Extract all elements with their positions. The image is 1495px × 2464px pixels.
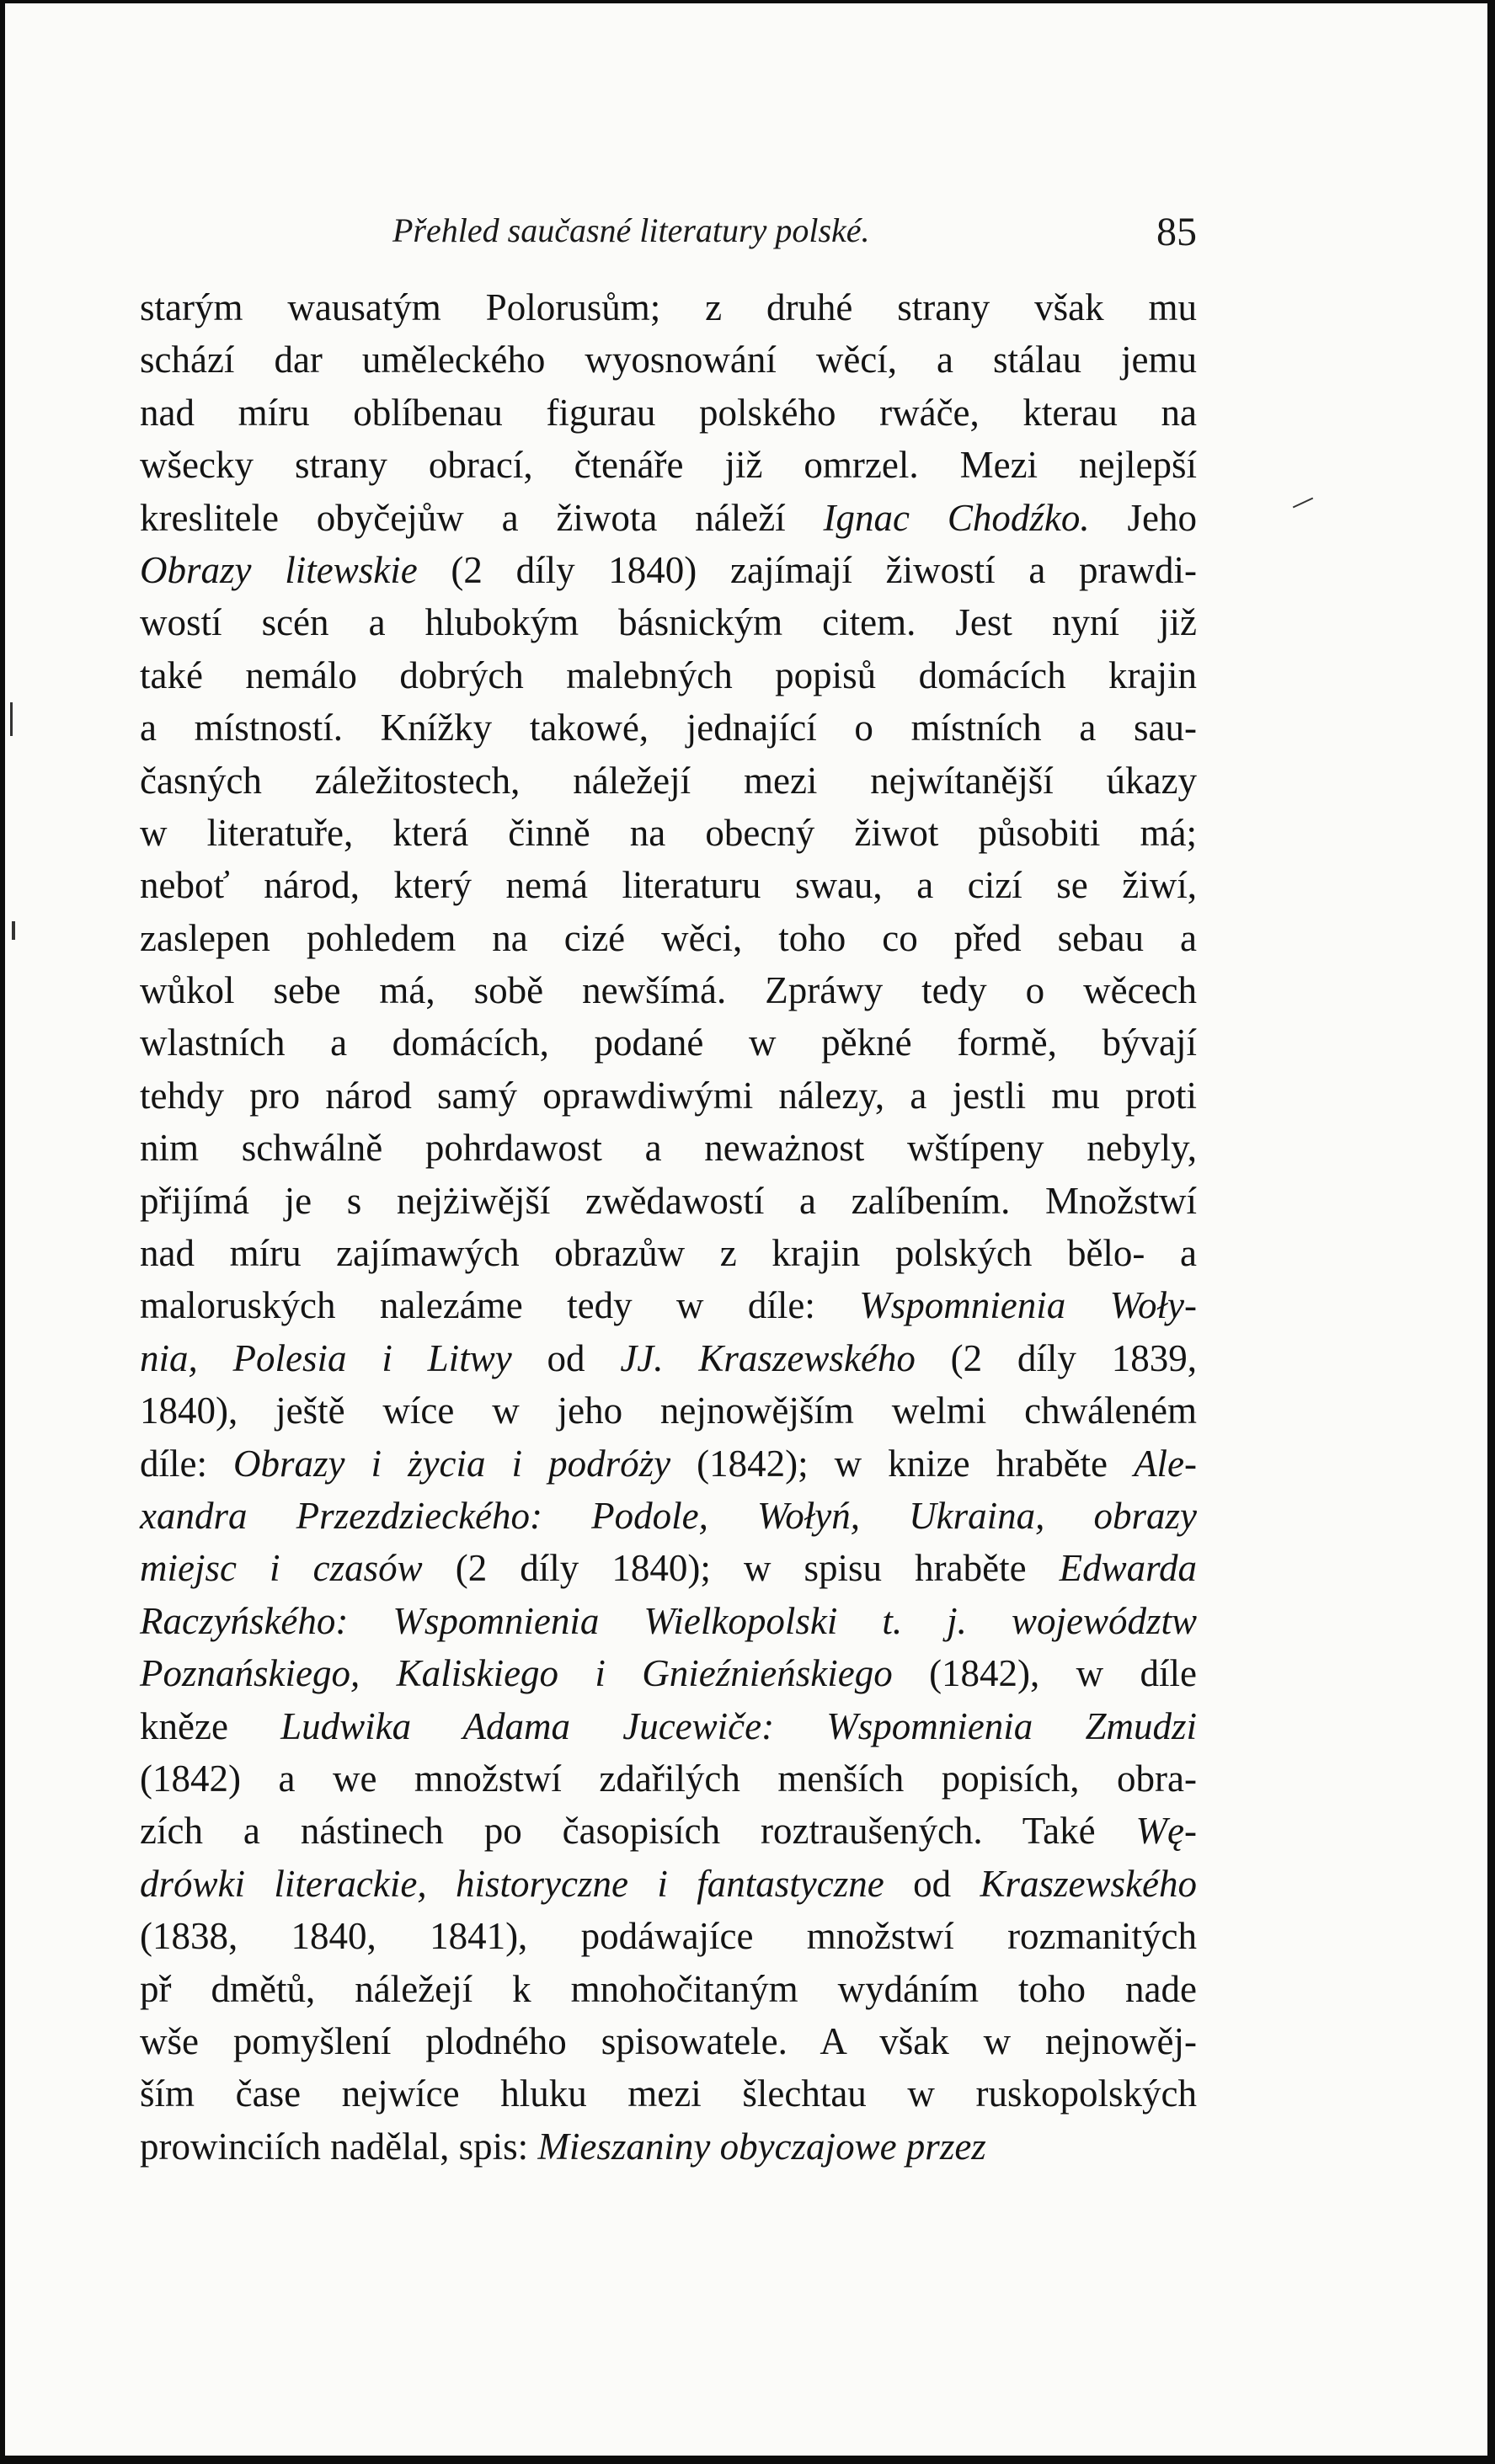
page-number: 85 xyxy=(1156,210,1197,254)
text-line xyxy=(140,1175,1197,1227)
italic-title-text: miejsc i czasów xyxy=(140,1547,423,1590)
text-line xyxy=(140,1279,1197,1331)
text-segment: od xyxy=(884,1862,980,1905)
text-line xyxy=(140,964,1197,1016)
text-segment: wůkol sebe má, sobě newšímá. Zpráwy tedy o wěcech xyxy=(140,969,1197,1012)
text-line xyxy=(140,1647,1197,1699)
text-line xyxy=(140,1069,1197,1122)
text-line xyxy=(140,912,1197,964)
text-segment: w literatuře, která činně na obecný žiwot působiti má; xyxy=(140,811,1197,854)
text-segment: (1842); w knize hraběte xyxy=(670,1442,1135,1485)
text-segment: wlastních a domácích, podané w pěkné formě, bývají xyxy=(140,1021,1197,1064)
text-line xyxy=(140,701,1197,754)
running-title: Přehled saučasné literatury polské. xyxy=(392,211,870,249)
text-line xyxy=(140,544,1197,596)
text-line xyxy=(140,1858,1197,1910)
text-segment: (1842) a we množstwí zdařilých menších popisích, obra- xyxy=(140,1757,1197,1800)
book-page xyxy=(5,3,1487,2456)
text-line xyxy=(140,1700,1197,1752)
text-segment: wšecky strany obrací, čtenáře již omrzel. Mezi nejlepší xyxy=(140,444,1197,487)
text-segment: wše pomyšlení plodného spisowatele. A však w nejnowěj- xyxy=(140,2019,1197,2062)
text-line xyxy=(140,1595,1197,1647)
text-line xyxy=(140,649,1197,701)
text-segment: zích a nástinech po časopisích roztraušených. Také xyxy=(140,1810,1136,1853)
text-line xyxy=(140,439,1197,491)
text-line xyxy=(140,755,1197,807)
text-segment: nad míru zajímawých obrazůw z krajin polských bělo- a xyxy=(140,1232,1197,1275)
text-line xyxy=(140,1752,1197,1805)
text-line xyxy=(140,2067,1197,2120)
text-segment: tehdy pro národ samý oprawdiwými nálezy, a jestli mu proti xyxy=(140,1074,1197,1117)
text-segment: Jeho xyxy=(1089,496,1197,539)
text-line xyxy=(140,1122,1197,1174)
italic-title-text: JJ. Kraszewského xyxy=(620,1336,916,1379)
italic-title-text: Wę- xyxy=(1135,1810,1197,1853)
text-segment: přijímá je s nejżiwější zwědawostí a zalíbením. Množstwí xyxy=(140,1179,1197,1222)
text-segment: (1842), w díle xyxy=(892,1652,1197,1695)
text-segment: neboť národ, který nemá literaturu swau, a cizí se žiwí, xyxy=(140,864,1197,907)
text-segment: př dmětů, náležejí k mnohočitaným wydáním toho nade xyxy=(140,1967,1197,2010)
text-line xyxy=(140,387,1197,439)
text-segment: maloruských nalezáme tedy w díle: xyxy=(140,1284,860,1327)
text-segment: od xyxy=(511,1336,621,1379)
italic-title-text: xandra Przezdzieckého: Podole, Wołyń, Ukraina, obrazy xyxy=(140,1494,1197,1537)
text-line xyxy=(140,2015,1197,2067)
text-segment: (2 díly 1839, xyxy=(915,1336,1197,1379)
margin-mark xyxy=(12,921,15,940)
page-header xyxy=(140,202,1197,261)
italic-title-text: Obrazy litewskie xyxy=(140,548,418,591)
text-segment: kreslitele obyčejůw a žiwota náleží xyxy=(140,496,824,539)
text-line xyxy=(140,1490,1197,1542)
text-segment: (2 díly 1840) zajímají žiwostí a prawdi- xyxy=(417,548,1197,591)
italic-title-text: drówki literackie, historyczne i fantastyczne xyxy=(140,1862,884,1905)
italic-title-text: Edwarda xyxy=(1059,1547,1197,1590)
text-line xyxy=(140,1805,1197,1857)
text-segment: ším čase nejwíce hluku mezi šlechtau w ruskopolských xyxy=(140,2072,1197,2115)
text-line xyxy=(140,1332,1197,1384)
text-line xyxy=(140,281,1197,333)
text-segment: starým wausatým Polorusům; z druhé strany však mu xyxy=(140,286,1197,328)
text-segment: díle: xyxy=(140,1442,234,1485)
text-segment: prowinciích nadělal, spis: xyxy=(140,2125,538,2168)
body-text xyxy=(140,281,1197,2173)
margin-mark xyxy=(1293,498,1313,509)
italic-title-text: Mieszaniny obyczajowe przez xyxy=(537,2125,986,2168)
text-segment: a místností. Knížky takowé, jednající o místních a sau- xyxy=(140,707,1197,749)
text-segment: kněze xyxy=(140,1704,281,1747)
italic-title-text: Ignac Chodźko. xyxy=(823,496,1090,539)
text-segment: (2 díly 1840); w spisu hraběte xyxy=(422,1547,1060,1590)
text-line xyxy=(140,859,1197,911)
text-line xyxy=(140,1542,1197,1594)
text-line xyxy=(140,1227,1197,1279)
text-segment: 1840), ještě wíce w jeho nejnowějším welmi chwáleném xyxy=(140,1389,1197,1432)
text-line xyxy=(140,333,1197,386)
text-line xyxy=(140,1910,1197,1962)
text-line xyxy=(140,1384,1197,1437)
margin-mark xyxy=(10,702,13,736)
text-line xyxy=(140,1963,1197,2015)
text-segment: nim schwálně pohrdawost a neważnost wštípeny nebyly, xyxy=(140,1127,1197,1170)
italic-title-text: Kraszewského xyxy=(980,1862,1197,1905)
text-segment: nad míru oblíbenau figurau polského rwáče, kterau na xyxy=(140,391,1197,434)
text-line xyxy=(140,492,1197,544)
text-segment: (1838, 1840, 1841), podáwajíce množstwí rozmanitých xyxy=(140,1915,1197,1958)
text-line xyxy=(140,596,1197,648)
text-line xyxy=(140,2120,1197,2173)
text-segment: zaslepen pohledem na cizé wěci, toho co před sebau a xyxy=(140,916,1197,959)
italic-title-text: Ludwika Adama Jucewiče: Wspomnienia Zmudzi xyxy=(280,1704,1197,1747)
italic-title-text: Poznańskiego, Kaliskiego i Gnieźnieńskiego xyxy=(140,1652,893,1695)
text-segment: časných záležitostech, náležejí mezi nejwítanější úkazy xyxy=(140,759,1197,802)
text-segment: schází dar uměleckého wyosnowání wěcí, a stálau jemu xyxy=(140,339,1197,381)
text-line xyxy=(140,1016,1197,1069)
italic-title-text: Raczyńského: Wspomnienia Wielkopolski t. j. województw xyxy=(140,1599,1197,1642)
italic-title-text: Wspomnienia Woły- xyxy=(859,1284,1197,1327)
italic-title-text: Obrazy i życia i podróży xyxy=(233,1442,671,1485)
text-line xyxy=(140,807,1197,859)
text-segment: wostí scén a hlubokým básnickým citem. Jest nyní již xyxy=(140,601,1197,644)
text-line xyxy=(140,1437,1197,1490)
text-segment: také nemálo dobrých malebných popisů domácích krajin xyxy=(140,653,1197,696)
italic-title-text: Ale- xyxy=(1134,1442,1198,1485)
italic-title-text: nia, Polesia i Litwy xyxy=(140,1336,512,1379)
